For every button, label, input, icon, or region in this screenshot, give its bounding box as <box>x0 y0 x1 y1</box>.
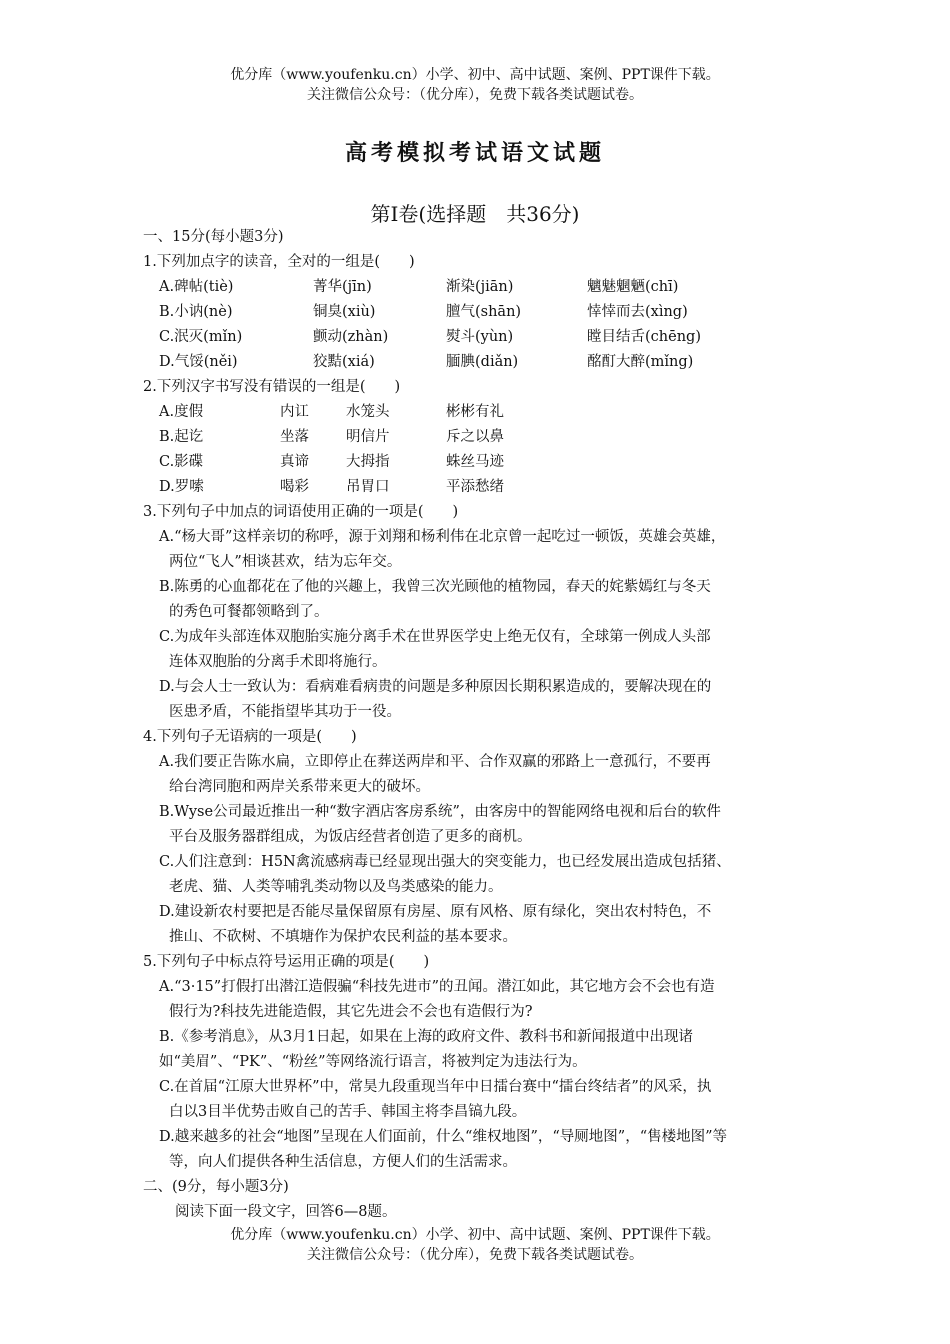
q4-option-c-cont: 老虎、猫、人类等哺乳类动物以及鸟类感染的能力。 <box>169 879 503 895</box>
q1-b-3: 膻气(shān) <box>446 304 522 320</box>
footer-line-2: 关注微信公众号：（优分库），免费下载各类试题试卷。 <box>307 1247 643 1263</box>
q1-b-1: B.小讷(nè) <box>159 304 233 320</box>
q3-option-a: A.“杨大哥”这样亲切的称呼，源于刘翔和杨利伟在北京曾一起吃过一顿饭，英雄会英雄， <box>159 529 726 545</box>
q2-b-4: 斥之以鼻 <box>446 429 504 445</box>
q3-option-d: D.与会人士一致认为：看病难看病贵的问题是多种原因长期积累造成的，要解决现在的 <box>159 679 712 695</box>
q1-option-row <box>143 300 813 325</box>
header-line-2: 关注微信公众号：（优分库），免费下载各类试题试卷。 <box>307 87 643 103</box>
q1-b-4: 悻悻而去(xìng) <box>587 304 688 320</box>
q1-a-3: 渐染(jiān) <box>446 279 514 295</box>
q4-option-b-cont: 平台及服务器群组成，为饭店经营者创造了更多的商机。 <box>169 829 532 845</box>
header-line-1: 优分库（www.youfenku.cn）小学、初中、高中试题、案例、PPT课件下载。 <box>230 67 720 83</box>
footer-line-1: 优分库（www.youfenku.cn）小学、初中、高中试题、案例、PPT课件下载。 <box>230 1227 720 1243</box>
q1-stem: 1.下列加点字的读音，全对的一组是( ) <box>143 254 415 270</box>
q5-option-d-cont: 等，向人们提供各种生活信息，方便人们的生活需求。 <box>169 1154 517 1170</box>
q5-option-b: B.《参考消息》，从3月1日起，如果在上海的政府文件、教科书和新闻报道中出现诸 <box>159 1029 693 1045</box>
q2-d-4: 平添愁绪 <box>446 479 504 495</box>
q1-d-2: 狡黠(xiá) <box>313 354 375 370</box>
q1-d-3: 腼腆(diǎn) <box>446 354 519 370</box>
q4-option-c: C.人们注意到：H5N禽流感病毒已经显现出强大的突变能力，也已经发展出造成包括猪、 <box>159 854 731 870</box>
q1-option-row <box>143 275 813 300</box>
q4-option-b: B.Wyse公司最近推出一种“数字酒店客房系统”，由客房中的智能网络电视和后台的软件 <box>159 804 721 820</box>
section-2-heading: 二、(9分，每小题3分) <box>143 1179 289 1195</box>
q2-b-1: B.起讫 <box>159 429 204 445</box>
q2-a-2: 内讧 <box>280 404 309 420</box>
q3-stem: 3.下列句子中加点的词语使用正确的一项是( ) <box>143 504 459 520</box>
q2-c-3: 大拇指 <box>346 454 390 470</box>
q5-option-d: D.越来越多的社会“地图”呈现在人们面前，什么“维权地图”，“导厕地图”，“售楼地图”等 <box>159 1129 728 1145</box>
q1-a-2: 菁华(jīn) <box>313 279 372 295</box>
q1-option-row <box>143 325 813 350</box>
q2-a-4: 彬彬有礼 <box>446 404 504 420</box>
q1-a-4: 魑魅魍魉(chī) <box>587 279 679 295</box>
q1-c-3: 熨斗(yùn) <box>446 329 514 345</box>
q1-c-2: 颤动(zhàn) <box>313 329 389 345</box>
q2-option-row <box>143 425 813 450</box>
q1-b-2: 铜臭(xiù) <box>313 304 376 320</box>
q3-option-b: B.陈勇的心血都花在了他的兴趣上，我曾三次光顾他的植物园，春天的姹紫嫣红与冬天 <box>159 579 711 595</box>
q2-option-row <box>143 400 813 425</box>
q2-option-row <box>143 450 813 475</box>
q5-stem: 5.下列句子中标点符号运用正确的项是( ) <box>143 954 430 970</box>
q3-option-a-cont: 两位“飞人”相谈甚欢，结为忘年交。 <box>169 554 402 570</box>
q2-a-1: A.度假 <box>159 404 204 420</box>
q2-stem: 2.下列汉字书写没有错误的一组是( ) <box>143 379 401 395</box>
q5-option-a: A.“3·15”打假打出潜江造假骗“科技先进市”的丑闻。潜江如此，其它地方会不会也有造 <box>159 979 715 995</box>
q4-stem: 4.下列句子无语病的一项是( ) <box>143 729 357 745</box>
q2-b-2: 坐落 <box>280 429 309 445</box>
q2-a-3: 水笼头 <box>346 404 390 420</box>
exam-content <box>143 225 813 1225</box>
section-subtitle: 第Ⅰ卷(选择题 共36分) <box>370 202 580 226</box>
q3-option-d-cont: 医患矛盾，不能指望毕其功于一役。 <box>169 704 401 720</box>
q5-option-c-cont: 白以3目半优势击败自己的苦手、韩国主将李昌镐九段。 <box>169 1104 527 1120</box>
q1-d-4: 酩酊大醉(mǐng) <box>587 354 694 370</box>
reading-intro: 阅读下面一段文字，回答6—8题。 <box>175 1204 397 1220</box>
q4-option-d-cont: 推山、不砍树、不填塘作为保护农民利益的基本要求。 <box>169 929 517 945</box>
q2-b-3: 明信片 <box>346 429 390 445</box>
q5-option-c: C.在首届“江原大世界杯”中，常昊九段重现当年中日擂台赛中“擂台终结者”的风采，执 <box>159 1079 712 1095</box>
q4-option-a-cont: 给台湾同胞和两岸关系带来更大的破坏。 <box>169 779 430 795</box>
q2-d-2: 喝彩 <box>280 479 309 495</box>
q2-c-2: 真谛 <box>280 454 309 470</box>
q3-option-c-cont: 连体双胞胎的分离手术即将施行。 <box>169 654 387 670</box>
q2-d-1: D.罗嗦 <box>159 479 204 495</box>
q4-option-a: A.我们要正告陈水扁，立即停止在葬送两岸和平、合作双赢的邪路上一意孤行，不要再 <box>159 754 711 770</box>
q4-option-d: D.建设新农村要把是否能尽量保留原有房屋、原有风格、原有绿化，突出农村特色，不 <box>159 904 712 920</box>
q1-c-4: 瞠目结舌(chēng) <box>587 329 701 345</box>
q1-a-1: A.碑帖(tiè) <box>159 279 234 295</box>
q2-c-4: 蛛丝马迹 <box>446 454 504 470</box>
page-title: 高考模拟考试语文试题 <box>344 140 605 166</box>
q1-c-1: C.泯灭(mǐn) <box>159 329 243 345</box>
q1-option-row <box>143 350 813 375</box>
q3-option-b-cont: 的秀色可餐都领略到了。 <box>169 604 329 620</box>
q5-option-b-cont: 如“美眉”、“PK”、“粉丝”等网络流行语言，将被判定为违法行为。 <box>159 1054 587 1070</box>
q2-c-1: C.影碟 <box>159 454 204 470</box>
q5-option-a-cont: 假行为?科技先进能造假，其它先进会不会也有造假行为? <box>169 1004 533 1020</box>
q3-option-c: C.为成年头部连体双胞胎实施分离手术在世界医学史上绝无仅有，全球第一例成人头部 <box>159 629 711 645</box>
q2-option-row <box>143 475 813 500</box>
section-1-heading: 一、15分(每小题3分) <box>143 229 284 245</box>
q1-d-1: D.气馁(něi) <box>159 354 238 370</box>
q2-d-3: 吊胃口 <box>346 479 390 495</box>
